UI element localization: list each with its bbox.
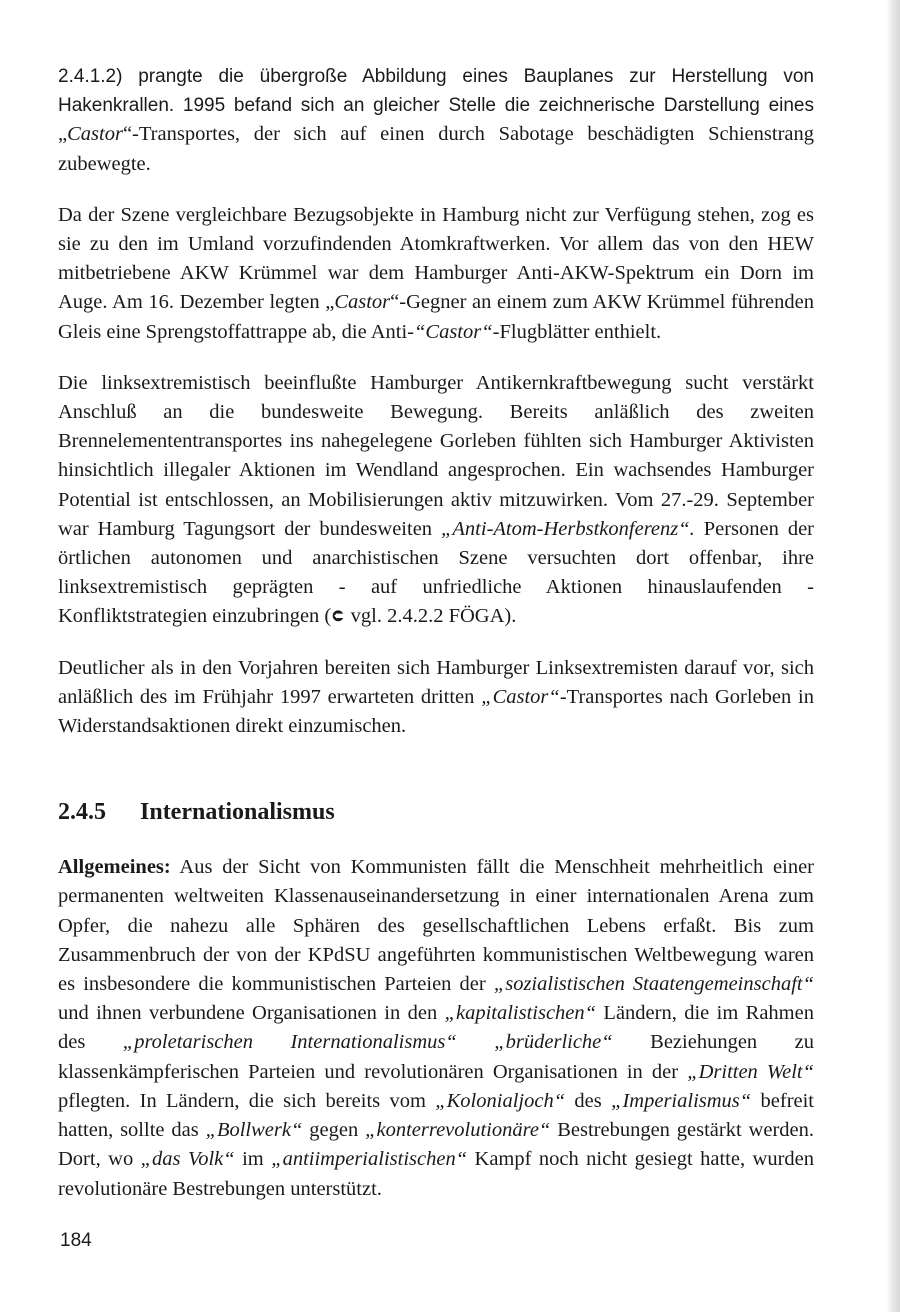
section-title: Internationalismus [140,799,335,826]
paragraph-text: -Transportes nach Gorleben in Widerstandsaktionen direkt einzumischen. [58,685,814,738]
paragraph-text: im [234,1148,272,1171]
cross-reference-arrow-icon: ➲ [331,607,346,627]
italic-term: „konterrevolutionäre“ [365,1119,551,1142]
castor-term: Castor [334,291,391,314]
italic-term: „Bollwerk“ [205,1119,303,1142]
conference-title: „Anti-Atom-Herbstkonferenz“. [441,517,695,540]
castor-term: „Castor“ [481,685,560,708]
paragraph-antikernkraft [58,369,814,632]
paragraph-text: -Gegner an einem zum AKW Krümmel führenden Gleis eine Sprengstoffattrappe ab, die Anti- [58,291,814,343]
paragraph-text: Beziehungen zu klassenkämpferischen Parteien und revolutionären Organisationen in der [58,1031,814,1083]
paragraph-text: pflegten. In Ländern, die sich bereits vom [58,1089,436,1112]
document-page [58,62,814,1204]
paragraph-text: Kampf noch nicht gesiegt hatte, wurden revolutionäre Bestrebungen unterstützt. [58,1148,814,1200]
paragraph-text: Aus der Sicht von Kommunisten fällt die Menschheit mehrheitlich einer permanenten weltweiten Klassenauseinandersetzung in einer internationalen Arena zum Opfer, die nahezu alle Sphären des gesellschaftlichen Lebens erfaßt. Bis zum Zusammenbruch der von der KPdSU angeführten kommunistischen Weltbewegung waren es insbesondere die kommunistischen Parteien der [58,856,814,996]
paragraph-text: Ländern, die im Rahmen des [58,1002,814,1054]
paragraph-text: befreit hatten, sollte das [58,1089,815,1142]
castor-term: Castor [67,123,123,146]
italic-term: „sozialistischen Staatengemeinschaft“ [493,973,814,996]
quote-close: “ [390,291,400,314]
page-number: 184 [60,1230,92,1251]
italic-term: „antiimperialistischen“ [271,1148,468,1171]
quote-open: „ [58,123,68,146]
quote-open: „ [325,291,335,314]
cross-reference: vgl. 2.4.2.2 FÖGA). [345,605,517,628]
paragraph-gorleben [58,654,814,742]
paragraph-text: gegen [302,1119,366,1142]
section-heading [58,797,814,827]
paragraph-castor-transport [58,62,814,179]
paragraph-text: 2.4.1.2) prangte die übergroße Abbildung eines Bauplanes zur Herstellung von Hakenkrallen. 1995 befand sich an gleicher Stelle die zeichnerische Darstellung eines [58,66,814,117]
paragraph-allgemeines [58,853,814,1203]
italic-term: „Dritten Welt“ [687,1060,814,1083]
paragraph-text: Da der Szene vergleichbare Bezugsobjekte in Hamburg nicht zur Verfügung stehen, zog es sie zu den im Umland vorzufindenden Atomkraftwerken. Vor allem das von den HEW mitbetriebene AKW Krümmel war dem Hamburger Anti-AKW-Spektrum ein Dorn im Auge. Am 16. Dezember legten [58,203,814,314]
paragraph-text: Deutlicher als in den Vorjahren bereiten sich Hamburger Linksextremisten darauf vor, sich anläßlich des im Frühjahr 1997 erwarteten dritten [58,656,814,708]
italic-term: „kapitalistischen“ [444,1002,597,1025]
quote-close: “ [122,123,133,146]
italic-term: „Imperialismus“ [611,1089,752,1112]
paragraph-text: und ihnen verbundene Organisationen in den [58,1002,445,1025]
paragraph-text: -Flugblätter enthielt. [492,320,662,343]
paragraph-label: Allgemeines: [58,856,171,879]
paragraph-text: -Transportes, der sich auf einen durch Sabotage beschädigten Schienstrang zubewegte. [58,123,814,175]
page-edge-shadow [886,0,900,1312]
italic-term: „Kolonialjoch“ [435,1089,566,1112]
castor-term: “Castor“ [414,320,493,343]
paragraph-text: Personen der örtlichen autonomen und anarchistischen Szene versuchten dort offenbar, ihre linksextremistisch geprägten - auf unfriedliche Aktionen hinauslaufenden - Konfliktstrategien einzubringen ( [58,517,814,628]
paragraph-text: Bestrebungen gestärkt werden. Dort, wo [58,1119,814,1171]
paragraph-text: des [565,1089,612,1112]
paragraph-text: Die linksextremistisch beeinflußte Hamburger Antikernkraftbewegung sucht verstärkt Anschluß an die bundesweite Bewegung. Bereits anläßlich des zweiten Brennelemententransportes ins nahegelegene Gorleben fühlten sich Hamburger Aktivisten hinsichtlich illegaler Aktionen im Wendland angesprochen. Ein wachsendes Hamburger Potential ist entschlossen, an Mobilisierungen aktiv mitzuwirken. Vom 27.-29. September war Hamburg Tagungsort der bundesweiten [58,371,814,540]
paragraph-akw-kruemmel [58,201,814,347]
italic-term: „das Volk“ [140,1148,235,1171]
section-number: 2.4.5 [58,799,106,826]
italic-term: „proletarischen Internationalismus“ „brüderliche“ [122,1031,613,1054]
